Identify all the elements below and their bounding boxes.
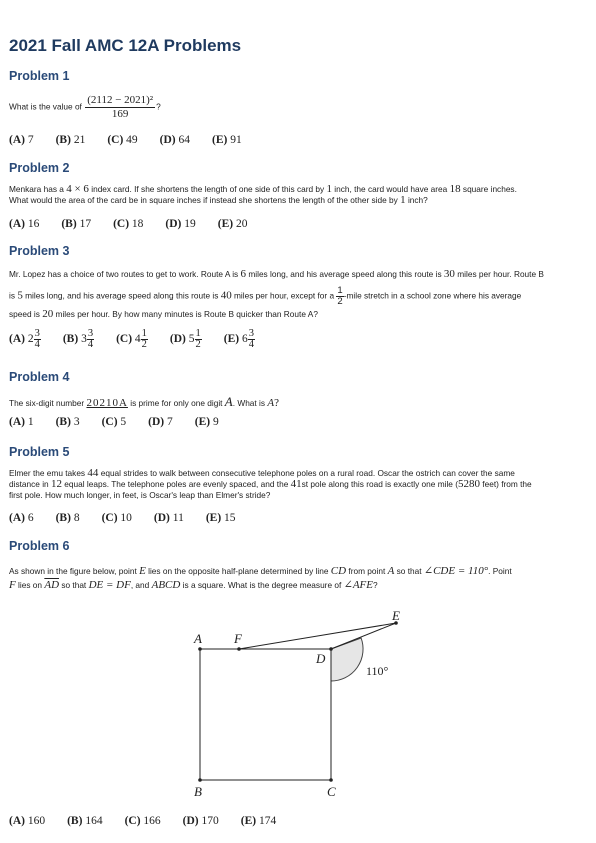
choice-label: (B): [55, 512, 71, 524]
problem-6-choices: [9, 815, 298, 827]
square-abcd: [200, 649, 331, 780]
problem-1-text-pre: What is the value of: [9, 101, 82, 112]
point-b: [198, 778, 202, 782]
math: ∠CDE = 110°: [423, 565, 489, 577]
label-e: E: [392, 608, 400, 623]
label-angle: 110°: [366, 664, 389, 678]
choice-whole: 2: [27, 333, 34, 346]
math: 44: [87, 467, 99, 479]
text: from point: [348, 566, 386, 576]
problem-2-text: [9, 184, 587, 206]
fraction-numerator: 1: [141, 328, 147, 339]
answer-choice-c[interactable]: [107, 134, 137, 146]
text: so that: [396, 566, 422, 576]
answer-choice-a[interactable]: [9, 218, 39, 230]
choice-label: (E): [240, 815, 257, 827]
page-title: 2021 Fall AMC 12A Problems: [9, 36, 242, 55]
text: first pole. How much longer, in feet, is Oscar's leap than Elmer's stride?: [9, 490, 271, 500]
label-a: A: [194, 631, 202, 646]
choice-value: 9: [212, 416, 219, 428]
problem-1-text-post: ?: [156, 101, 161, 112]
text: is prime for only one digit: [130, 398, 223, 408]
problem-4-choices: [9, 416, 241, 428]
math: A: [387, 565, 395, 577]
problem-6-figure: [0, 600, 596, 805]
choice-value: 17: [79, 218, 92, 230]
answer-choice-a[interactable]: [9, 512, 34, 524]
choice-value: 5: [120, 416, 127, 428]
choice-label: (C): [124, 815, 141, 827]
math: 41: [290, 478, 302, 490]
choice-label: (A): [9, 815, 25, 827]
text: miles long, and his average speed along this route is: [25, 290, 219, 301]
choice-fraction: [141, 329, 148, 350]
fraction-numerator: (2112 − 2021)²: [87, 94, 154, 106]
point-d: [329, 647, 333, 651]
choice-label: (B): [67, 815, 83, 827]
choice-label: (D): [169, 333, 186, 346]
fraction-numerator: 3: [34, 328, 40, 339]
math: $\overline{AD}$: [44, 579, 60, 591]
text: feet) from the: [482, 479, 532, 489]
problem-6-text: [9, 564, 587, 592]
text: square inches.: [462, 184, 517, 194]
answer-choice-b[interactable]: [67, 815, 102, 827]
math: F: [9, 579, 16, 591]
label-d: D: [316, 651, 326, 666]
label-b: B: [194, 784, 202, 799]
choice-value: 21: [73, 134, 86, 146]
math: CD: [330, 565, 347, 577]
math: 6: [240, 268, 247, 280]
math: ABCD: [151, 579, 181, 591]
choice-value: 166: [143, 815, 161, 827]
label-f: F: [234, 631, 242, 646]
fraction-denominator: 4: [248, 339, 254, 350]
math: A: [224, 394, 233, 409]
choice-value: 15: [224, 512, 236, 524]
problem-3-text-line2: [9, 286, 587, 307]
math: 1: [326, 183, 332, 195]
text: so that: [61, 580, 87, 590]
fraction-denominator: 4: [87, 339, 94, 350]
choice-value: 170: [201, 815, 219, 827]
answer-choice-a[interactable]: [9, 416, 34, 428]
text: . What is: [232, 398, 266, 408]
answer-choice-e[interactable]: [241, 815, 276, 827]
text: . Point: [488, 566, 512, 576]
label-c: C: [327, 784, 336, 799]
choice-value: 10: [120, 512, 132, 524]
problem-5-heading[interactable]: Problem 5: [9, 445, 70, 459]
problem-4-text: [9, 396, 587, 409]
answer-choice-d[interactable]: [165, 218, 195, 230]
problem-1-choices: [9, 134, 264, 146]
answer-choice-c[interactable]: [113, 218, 143, 230]
text: What would the area of the card be in square inches if instead she shortens the length of the other side by: [9, 195, 398, 205]
text: is a square. What is the degree measure of: [182, 580, 342, 590]
text: Menkara has a: [9, 184, 64, 194]
problem-3-text-line3: [9, 309, 587, 320]
text: Elmer the emu takes: [9, 468, 86, 478]
math: ∠AFE: [343, 579, 373, 591]
math: DE = DF: [88, 579, 131, 591]
angle-sector: [331, 638, 363, 681]
answer-choice-b[interactable]: [56, 134, 86, 146]
choice-label: (E): [205, 512, 222, 524]
choice-value: 49: [126, 134, 138, 146]
choice-label: (E): [217, 218, 234, 230]
math: 1: [400, 194, 406, 206]
answer-choice-e[interactable]: [206, 512, 236, 524]
choice-whole: 4: [134, 333, 141, 346]
answer-choice-e[interactable]: [195, 416, 219, 428]
answer-choice-b[interactable]: [61, 218, 91, 230]
choice-value: 6: [27, 512, 34, 524]
problem-1-text: [9, 94, 587, 121]
answer-choice-a[interactable]: [9, 328, 41, 350]
problem-5-text: [9, 468, 587, 501]
answer-choice-c[interactable]: [116, 328, 148, 350]
fraction-numerator: 1: [337, 285, 343, 296]
choice-value: 18: [131, 218, 144, 230]
fraction-numerator: 1: [195, 328, 201, 339]
choice-label: (A): [9, 416, 25, 428]
choice-label: (C): [101, 512, 118, 524]
choice-value: 20: [235, 218, 248, 230]
choice-label: (D): [165, 218, 182, 230]
choice-label: (C): [113, 218, 130, 230]
text: st pole along this road is exactly one mile (: [301, 479, 458, 489]
problem-2-choices: [9, 218, 269, 230]
math: 20210A: [86, 397, 128, 409]
choice-fraction: [195, 329, 202, 350]
point-a: [198, 647, 202, 651]
choice-label: (C): [101, 416, 118, 428]
text: miles per hour, except for a: [234, 290, 335, 301]
choice-value: 7: [27, 134, 34, 146]
math: 12: [50, 478, 62, 490]
answer-choice-e[interactable]: [218, 218, 248, 230]
half-fraction: [336, 286, 343, 307]
choice-value: 3: [73, 416, 80, 428]
problem-3-choices: [9, 329, 277, 350]
problem-4-heading[interactable]: Problem 4: [9, 370, 70, 384]
choice-whole: 5: [188, 333, 195, 346]
answer-choice-b[interactable]: [56, 416, 80, 428]
text: -mile stretch in a school zone where his average: [343, 290, 522, 301]
choice-label: (D): [153, 512, 170, 524]
text: index card. If she shortens the length of one side of this card by: [91, 184, 325, 194]
math: 5: [17, 289, 23, 302]
choice-label: (D): [182, 815, 199, 827]
choice-label: (A): [9, 218, 25, 230]
text: miles per hour. Route B: [457, 269, 544, 279]
math: 20: [42, 308, 54, 320]
problem-6-heading[interactable]: Problem 6: [9, 539, 70, 553]
answer-choice-c[interactable]: [102, 512, 132, 524]
choice-value: 91: [230, 134, 242, 146]
choice-label: (E): [194, 416, 211, 428]
problem-2-heading[interactable]: Problem 2: [9, 161, 70, 175]
answer-choice-d[interactable]: [154, 512, 184, 524]
choice-label: (B): [61, 218, 77, 230]
problem-5-choices: [9, 512, 258, 524]
problem-3-heading[interactable]: Problem 3: [9, 244, 70, 258]
problem-1-heading[interactable]: Problem 1: [9, 69, 70, 83]
fraction-denominator: 2: [141, 339, 147, 350]
text: As shown in the figure below, point: [9, 566, 137, 576]
choice-fraction: [248, 329, 255, 350]
answer-choice-c[interactable]: [125, 815, 161, 827]
fraction-denominator: 169: [111, 108, 129, 120]
choice-label: (B): [55, 416, 71, 428]
choice-label: (B): [55, 134, 71, 146]
math: ?: [274, 397, 279, 409]
math: 18: [449, 183, 461, 195]
fraction-denominator: 2: [195, 339, 201, 350]
answer-choice-d[interactable]: [148, 416, 173, 428]
text: inch, the card would have area: [334, 184, 448, 194]
answer-choice-e[interactable]: [223, 328, 255, 350]
text: distance in: [9, 479, 49, 489]
segment-fe: [239, 623, 396, 649]
text: miles per hour. By how many minutes is Route B quicker than Route A?: [55, 309, 318, 319]
answer-choice-b[interactable]: [56, 512, 80, 524]
choice-value: 164: [85, 815, 103, 827]
choice-label: (A): [9, 333, 25, 346]
choice-label: (B): [62, 333, 79, 346]
answer-choice-d[interactable]: [183, 815, 219, 827]
answer-choice-b[interactable]: [62, 328, 94, 350]
choice-label: (A): [9, 512, 25, 524]
answer-choice-d[interactable]: [160, 134, 190, 146]
choice-value: 174: [258, 815, 277, 827]
text: , and: [130, 580, 150, 590]
choice-fraction: [34, 329, 41, 350]
text: Mr. Lopez has a choice of two routes to get to work. Route A is: [9, 269, 239, 279]
text: ?: [372, 580, 378, 590]
text: is: [9, 290, 15, 301]
text: equal leaps. The telephone poles are evenly spaced, and the: [64, 479, 289, 489]
fraction-denominator: 4: [34, 339, 40, 350]
answer-choice-e[interactable]: [212, 134, 242, 146]
answer-choice-a[interactable]: [9, 134, 34, 146]
math: 30: [443, 268, 455, 280]
choice-value: 19: [184, 218, 196, 230]
choice-label: (C): [107, 134, 124, 146]
choice-value: 16: [27, 218, 40, 230]
point-c: [329, 778, 333, 782]
problem-1-fraction: [85, 94, 155, 121]
text: speed is: [9, 309, 40, 319]
choice-whole: 6: [241, 333, 248, 346]
choice-label: (D): [148, 416, 165, 428]
fraction-numerator: 3: [87, 328, 94, 339]
text: The six-digit number: [9, 398, 85, 408]
math: 40: [220, 289, 232, 302]
choice-value: 160: [27, 815, 46, 827]
math: 5280: [457, 478, 480, 490]
answer-choice-a[interactable]: [9, 815, 45, 827]
text: equal strides to walk between consecutive telephone poles on a rural road. Oscar the ostrich can cover the same: [100, 468, 515, 478]
math: E: [139, 565, 146, 577]
choice-label: (E): [212, 134, 228, 146]
choice-label: (C): [116, 333, 133, 346]
text: lies on: [18, 580, 43, 590]
choice-value: 64: [178, 134, 190, 146]
math: 4 × 6: [66, 183, 89, 195]
choice-value: 11: [172, 512, 184, 524]
text: miles long, and his average speed along this route is: [248, 269, 442, 279]
choice-label: (E): [223, 333, 240, 346]
fraction-denominator: 2: [337, 296, 343, 307]
choice-value: 1: [27, 416, 34, 428]
text: inch?: [407, 195, 428, 205]
answer-choice-c[interactable]: [102, 416, 127, 428]
problem-3-text: [9, 268, 587, 280]
point-f: [237, 647, 241, 651]
choice-value: 8: [73, 512, 80, 524]
text: lies on the opposite half-plane determined by line: [148, 566, 329, 576]
choice-label: (D): [159, 134, 176, 146]
choice-value: 7: [167, 416, 173, 428]
choice-fraction: [87, 329, 94, 350]
choice-label: (A): [9, 134, 25, 146]
math: A: [267, 397, 275, 409]
choice-whole: 3: [81, 333, 87, 346]
segment-de: [331, 623, 396, 649]
fraction-numerator: 3: [248, 328, 254, 339]
answer-choice-d[interactable]: [169, 328, 202, 350]
